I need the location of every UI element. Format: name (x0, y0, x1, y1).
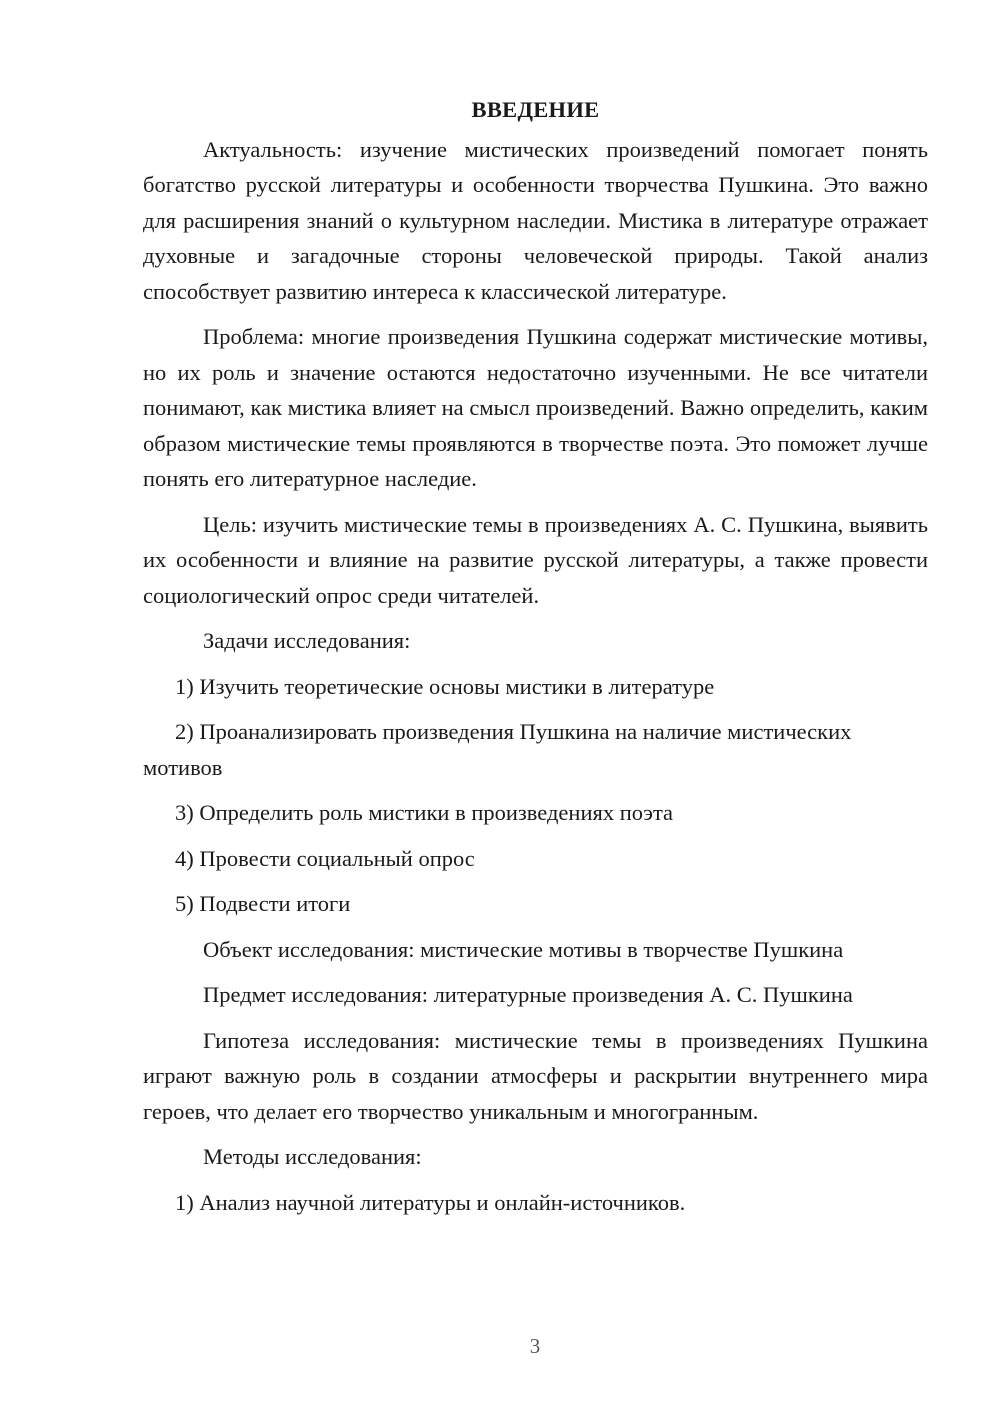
relevance-paragraph: Актуальность: изучение мистических произведений помогает понять богатство русской литературы и особенности творчества Пушкина. Это важно для расширения знаний о культурном наследии. Мистика в литературе отражает духовные и загадочные стороны человеческой природы. Такой анализ способствует развитию интереса к классической литературе. (143, 136, 928, 304)
tasks-heading: Задачи исследования: (203, 628, 411, 653)
hypothesis-paragraph: Гипотеза исследования: мистические темы в произведениях Пушкина играют важную роль в создании атмосферы и раскрытии внутреннего мира героев, что делает его творчество уникальным и многогранным. (143, 1027, 928, 1124)
document-page (143, 92, 928, 1230)
problem-paragraph: Проблема: многие произведения Пушкина содержат мистические мотивы, но их роль и значение остаются недостаточно изученными. Не все читатели понимают, как мистика влияет на смысл произведений. Важно определить, каким образом мистические темы проявляются в творчестве поэта. Это поможет лучше понять его литературное наследие. (143, 324, 928, 491)
page-number: 3 (529, 1334, 541, 1358)
goal-paragraph: Цель: изучить мистические темы в произведениях А. С. Пушкина, выявить их особенности и влияние на развитие русской литературы, а также провести социологический опрос среди читателей. (143, 511, 928, 608)
methods-heading: Методы исследования: (203, 1144, 422, 1169)
method-item: 1) Анализ научной литературы и онлайн-источников. (175, 1189, 686, 1215)
research-object: Объект исследования: мистические мотивы в творчестве Пушкина (203, 936, 844, 962)
task-item: 2) Проанализировать произведения Пушкина на наличие мистических мотивов (143, 719, 852, 780)
task-item: 4) Провести социальный опрос (175, 845, 475, 871)
task-item: 5) Подвести итоги (175, 891, 351, 916)
task-item: 3) Определить роль мистики в произведениях поэта (175, 800, 674, 825)
task-item: 1) Изучить теоретические основы мистики в литературе (175, 673, 715, 699)
research-subject: Предмет исследования: литературные произведения А. С. Пушкина (203, 982, 853, 1007)
section-title: ВВЕДЕНИЕ (471, 97, 600, 122)
